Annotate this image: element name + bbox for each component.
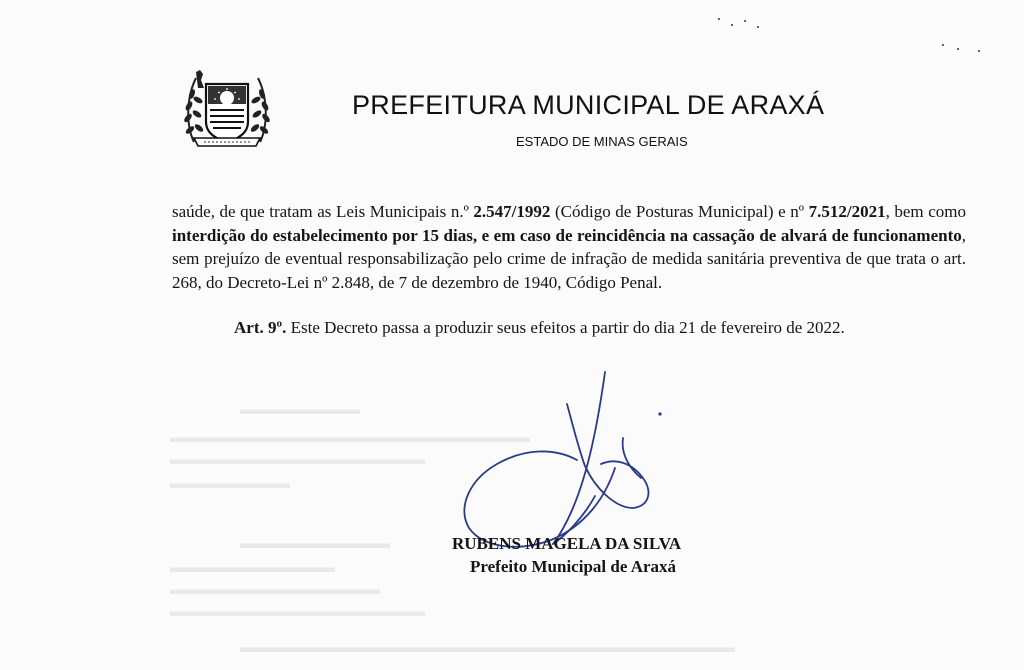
text-run: , sem prejuízo de eventual responsabilização pelo crime de infração de medida sanitária preventiva de que trata o art. 268, do Decreto-Lei nº 2.848, de 7 de dezembro de 1940, Código Penal. bbox=[172, 225, 966, 292]
article-9 bbox=[172, 316, 966, 340]
document-page: ▬▬▬▬▬▬▬▬ ▬▬▬▬▬▬▬▬▬▬▬▬▬▬▬▬▬▬▬▬▬▬▬▬ ▬▬▬▬▬▬▬▬▬▬▬▬▬▬▬▬▬ ▬▬▬▬▬▬▬▬ ▬▬▬▬▬▬▬▬▬▬ ▬▬▬▬▬▬▬▬▬▬▬ ▬▬▬▬▬▬▬▬▬▬▬▬▬▬ ▬▬▬▬▬▬▬▬▬▬▬▬▬▬▬▬▬ ▬▬▬▬▬▬▬▬▬▬▬▬▬▬▬▬▬▬▬▬▬▬▬▬▬▬▬▬▬▬▬▬▬ PREFEITURA MUNICIPAL DE ARAXÁ ESTADO DE MINAS GERAIS saúde, de que tratam as Leis Municipais n.º 2.547/1992 (Código de Posturas Municipal) e nº 7.512/2021, bem como interdição do estabelecimento por 15 dias, e em caso de reincidência na cassação de alvará de funcionamento, sem prejuízo de eventual responsabilização pelo crime de infração de medida sanitária preventiva de que trata o art. 268, do Decreto-Lei nº 2.848, de 7 de dezembro de 1940, Código Penal. Art. 9º. Este Decreto passa a produzir seus efeitos a partir do dia 21 de fevereiro de 2022. RUBENS MAGELA DA SILVA Prefeito Municipal de Araxá bbox=[0, 0, 1024, 670]
article-text: Este Decreto passa a produzir seus efeitos a partir do dia 21 de fevereiro de 2022. bbox=[286, 318, 845, 337]
signer-role: Prefeito Municipal de Araxá bbox=[470, 557, 677, 576]
penalty-text: interdição do estabelecimento por 15 dias, e em caso de reincidência na cassação de alvará de funcionamento bbox=[172, 225, 962, 245]
page-title: PREFEITURA MUNICIPAL DE ARAXÁ bbox=[352, 90, 825, 120]
coat-of-arms-icon bbox=[180, 68, 274, 150]
text-run: , bem como bbox=[885, 202, 966, 221]
page-subtitle: ESTADO DE MINAS GERAIS bbox=[516, 134, 688, 149]
text-run: saúde, de que tratam as Leis Municipais n.º bbox=[172, 202, 474, 221]
law-number: 2.547/1992 bbox=[473, 202, 551, 221]
article-label: Art. 9º. bbox=[234, 318, 287, 337]
paragraph-continuation bbox=[172, 200, 966, 294]
law-number: 7.512/2021 bbox=[808, 202, 886, 221]
signer-name: RUBENS MAGELA DA SILVA bbox=[452, 534, 682, 553]
decree-body bbox=[172, 200, 966, 340]
text-run: (Código de Posturas Municipal) e nº bbox=[550, 202, 809, 221]
